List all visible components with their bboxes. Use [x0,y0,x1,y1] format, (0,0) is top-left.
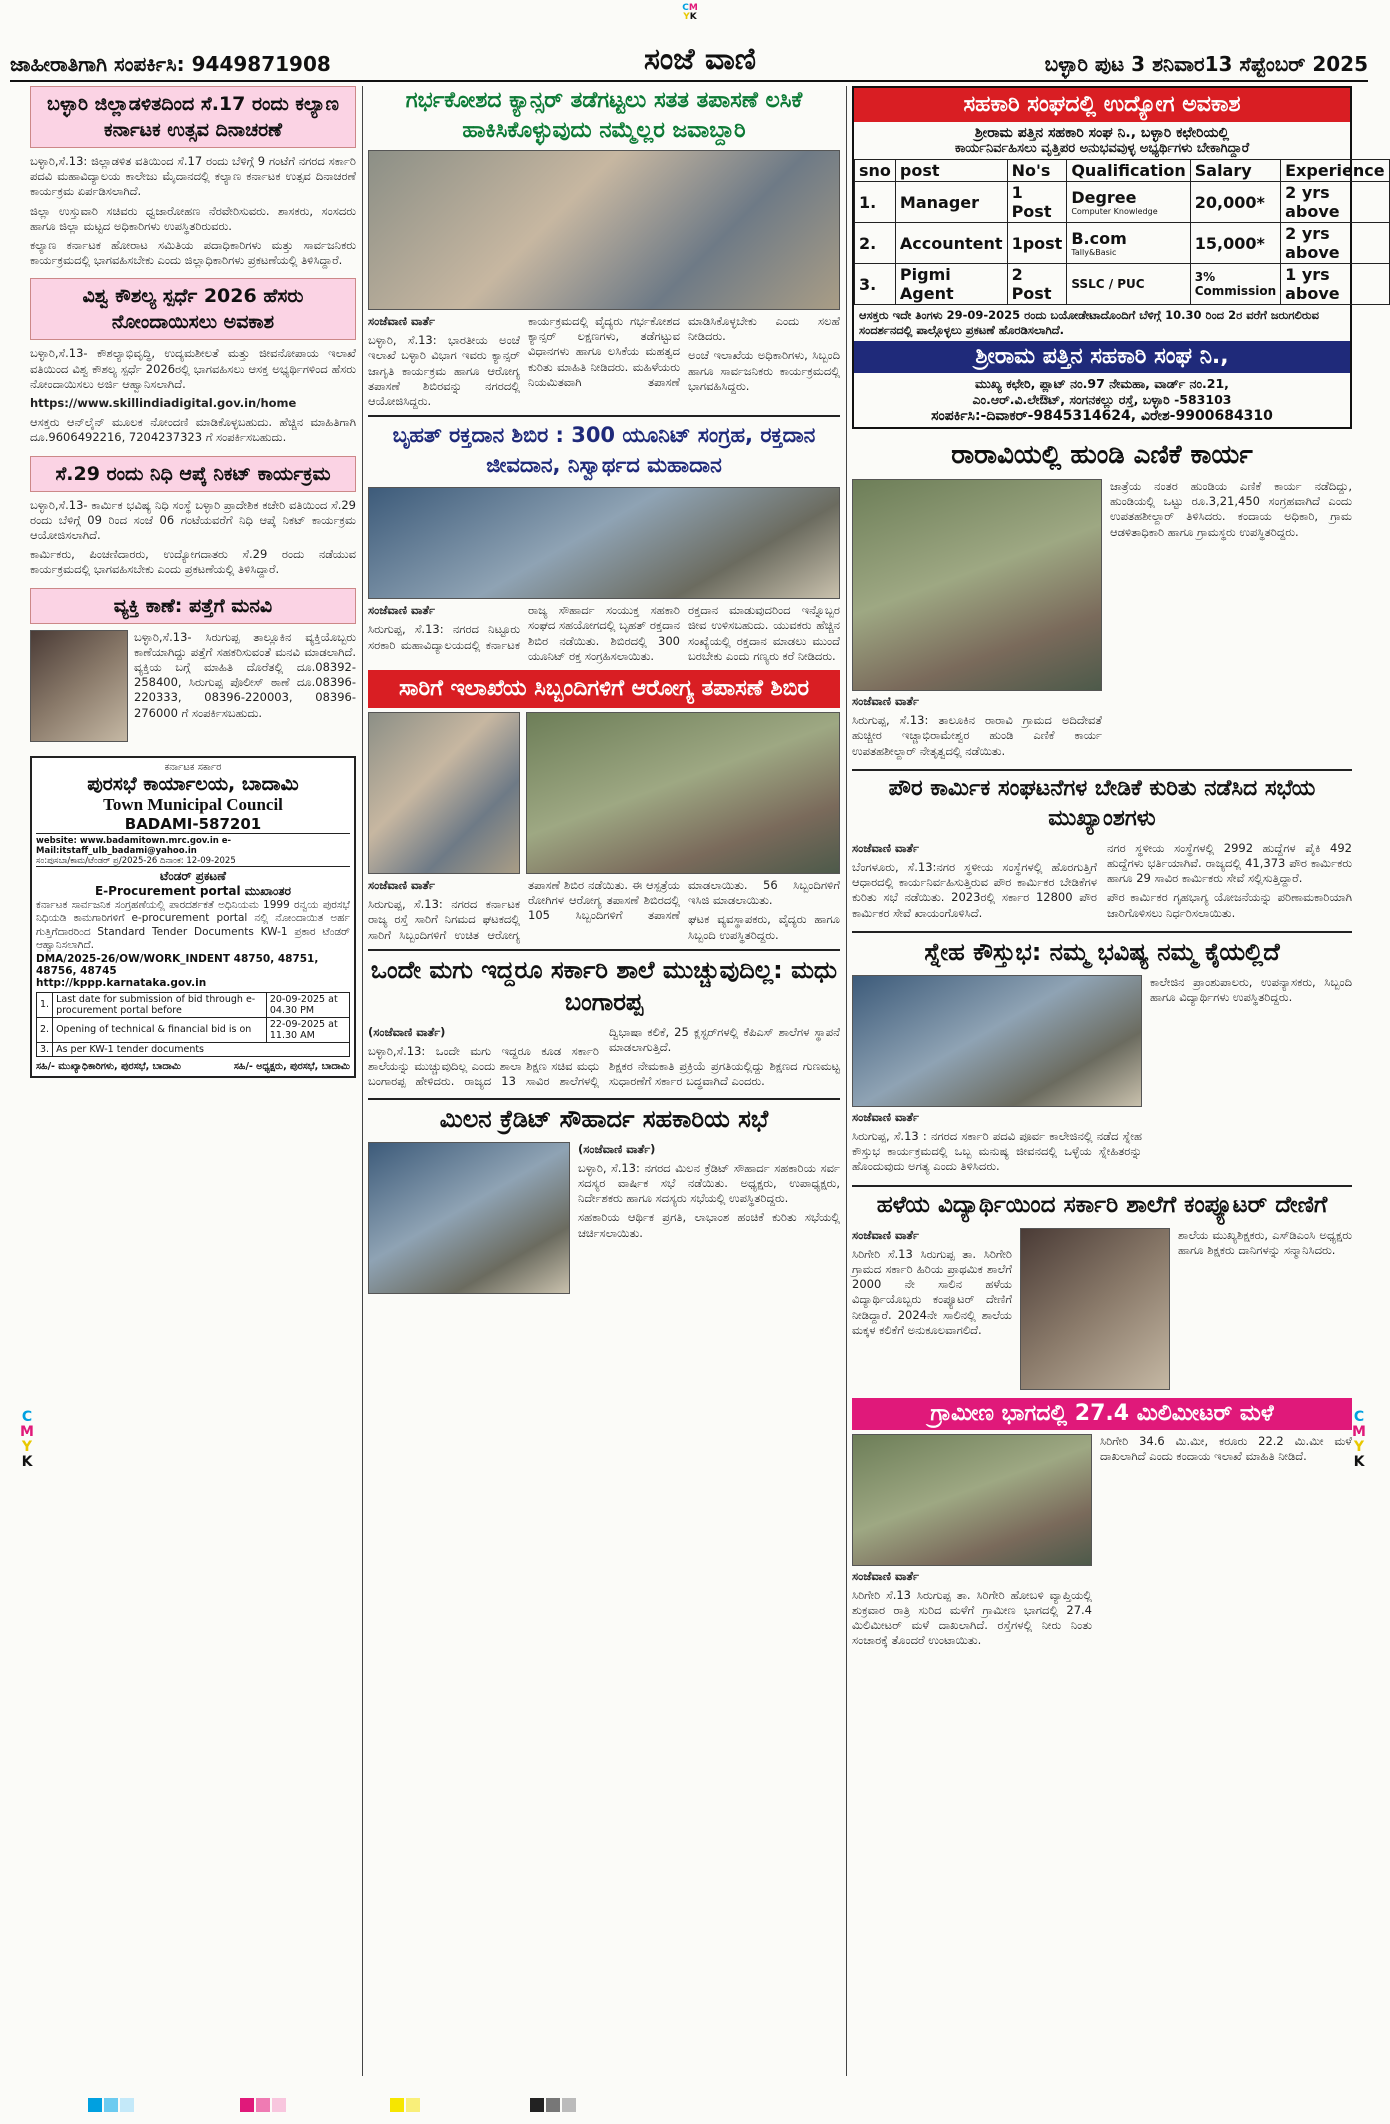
color-swatch-yellow [390,2098,404,2112]
article-milana-credit-meeting: (ಸಂಜೆವಾಣಿ ವಾರ್ತೆ) ಬಳ್ಳಾರಿ, ಸೆ.13: ನಗರದ ಮಿಲನ ಕ್ರೆಡಿಟ್ ಸೌಹಾರ್ದ ಸಹಕಾರಿಯ ಸರ್ವ ಸದಸ್ಯರ ವಾರ್ಷಿಕ ಸಭೆ ನಡೆಯಿತು. ಅಧ್ಯಕ್ಷರು, ಉಪಾಧ್ಯಕ್ಷರು, ನಿರ್ದೇಶಕರು ಹಾಗೂ ಸದಸ್ಯರು ಸಭೆಯಲ್ಲಿ ಉಪಸ್ಥಿತರಿದ್ದರು. ಸಹಕಾರಿಯ ಆರ್ಥಿಕ ಪ್ರಗತಿ, ಲಾಭಾಂಶ ಹಂಚಿಕೆ ಕುರಿತು ಸಭೆಯಲ್ಲಿ ಚರ್ಚಿಸಲಾಯಿತು. [578,1141,840,1240]
tender-sign-chief-officer: ಸಹಿ/- ಮುಖ್ಯಾಧಿಕಾರಿಗಳು, ಪುರಸಭೆ, ಬಾದಾಮಿ [36,1060,181,1072]
headline-milana-credit-meeting: ಮಿಲನ ಕ್ರೆಡಿಟ್ ಸೌಹಾರ್ದ ಸಹಕಾರಿಯ ಸಭೆ [368,1098,840,1138]
headline-nidhi-aapke-nikat: ಸೆ.29 ರಂದು ನಿಧಿ ಆಪ್ಕೆ ನಿಕಟ್ ಕಾರ್ಯಕ್ರಮ [30,456,356,492]
health-camp-photo-1 [368,712,520,874]
job-ad-contact: ಸಂಪರ್ಕಿಸಿ:-ದಿವಾಕರ್-9845314624, ವಿರೇಶ-9900684310 [931,408,1273,424]
headline-transport-health-camp: ಸಾರಿಗೆ ಇಲಾಖೆಯ ಸಿಬ್ಬಂದಿಗಳಿಗೆ ಆರೋಗ್ಯ ತಪಾಸಣೆ ಶಿಬಿರ [368,670,840,708]
sneha-kaustubha-photo [852,975,1142,1107]
article-transport-health-camp: ಸಂಜೆವಾಣಿ ವಾರ್ತೆ ಸಿರುಗುಪ್ಪ, ಸೆ.13: ನಗರದ ಕರ್ನಾಟಕ ರಾಜ್ಯ ರಸ್ತೆ ಸಾರಿಗೆ ನಿಗಮದ ಘಟಕದಲ್ಲಿ ಸಾರಿಗೆ ಸಿಬ್ಬಂದಿಗಳಿಗೆ ಉಚಿತ ಆರೋಗ್ಯ ತಪಾಸಣೆ ಶಿಬಿರ ನಡೆಯಿತು. ಈ ಆಸ್ಪತ್ರೆಯ ರೋಗಿಗಳ ಆರೋಗ್ಯ ತಪಾಸಣೆ ಶಿಬಿರದಲ್ಲಿ 105 ಸಿಬ್ಬಂದಿಗಳಿಗೆ ತಪಾಸಣೆ ಮಾಡಲಾಯಿತು. 56 ಸಿಬ್ಬಂದಿಗಳಿಗೆ ಇಸಿಜಿ ಮಾಡಲಾಯಿತು. ಘಟಕ ವ್ಯವಸ್ಥಾಪಕರು, ವೈದ್ಯರು ಹಾಗೂ ಸಿಬ್ಬಂದಿ ಉಪಸ್ಥಿತರಿದ್ದರು. [368,878,840,942]
article-computer-donation: ಸಂಜೆವಾಣಿ ವಾರ್ತೆ ಸಿರಿಗೇರಿ ಸೆ.13 ಸಿರುಗುಪ್ಪ ತಾ. ಸಿರಿಗೇರಿ ಗ್ರಾಮದ ಸರ್ಕಾರಿ ಹಿರಿಯ ಪ್ರಾಥಮಿಕ ಶಾಲೆಗೆ 2000 ನೇ ಸಾಲಿನ ಹಳೆಯ ವಿದ್ಯಾರ್ಥಿಯೊಬ್ಬರು ಕಂಪ್ಯೂಟರ್ ದೇಣಿಗೆ ನೀಡಿದ್ದಾರೆ. 2024ನೇ ಸಾಲಿನಲ್ಲಿ ಶಾಲೆಯ ಮಕ್ಕಳ ಕಲಿಕೆಗೆ ಅನುಕೂಲವಾಗಲಿದೆ. [852,1227,1012,1337]
article-blood-donation: ಸಂಜೆವಾಣಿ ವಾರ್ತೆ ಸಿರುಗುಪ್ಪ, ಸೆ.13: ನಗರದ ನಿಟ್ಟೂರು ಸರಕಾರಿ ಮಹಾವಿದ್ಯಾಲಯದಲ್ಲಿ ಕರ್ನಾಟಕ ರಾಜ್ಯ ಸೌಹಾರ್ದ ಸಂಯುಕ್ತ ಸಹಕಾರಿ ಸಂಘದ ಸಹಯೋಗದಲ್ಲಿ ಬೃಹತ್ ರಕ್ತದಾನ ಶಿಬಿರ ನಡೆಯಿತು. ಶಿಬಿರದಲ್ಲಿ 300 ಯೂನಿಟ್ ರಕ್ತ ಸಂಗ್ರಹಿಸಲಾಯಿತು. ರಕ್ತದಾನ ಮಾಡುವುದರಿಂದ ಇನ್ನೊಬ್ಬರ ಜೀವ ಉಳಿಸಬಹುದು. ಯುವಕರು ಹೆಚ್ಚಿನ ಸಂಖ್ಯೆಯಲ್ಲಿ ರಕ್ತದಾನ ಮಾಡಲು ಮುಂದೆ ಬರಬೇಕು ಎಂದು ಗಣ್ಯರು ಕರೆ ನೀಡಿದರು. [368,603,840,663]
article-pourakarmika-meeting: ಸಂಜೆವಾಣಿ ವಾರ್ತೆ ಬೆಂಗಳೂರು, ಸೆ.13:ನಗರ ಸ್ಥಳೀಯ ಸಂಸ್ಥೆಗಳಲ್ಲಿ ಹೊರಗುತ್ತಿಗೆ ಆಧಾರದಲ್ಲಿ ಕಾರ್ಯನಿರ್ವಹಿಸುತ್ತಿರುವ ಪೌರ ಕಾರ್ಮಿಕರ ಬೇಡಿಕೆಗಳ ಕುರಿತು ಸಭೆ ನಡೆಯಿತು. 2023ರಲ್ಲಿ ಸರ್ಕಾರ 12800 ಪೌರ ಕಾರ್ಮಿಕರ ಸೇವೆ ಖಾಯಂಗೊಳಿಸಿದೆ. ನಗರ ಸ್ಥಳೀಯ ಸಂಸ್ಥೆಗಳಲ್ಲಿ 2992 ಹುದ್ದೆಗಳ ಪೈಕಿ 492 ಹುದ್ದೆಗಳು ಭರ್ತಿಯಾಗಿವೆ. ರಾಜ್ಯದಲ್ಲಿ 41,373 ಪೌರ ಕಾರ್ಮಿಕರು ಹಾಗೂ 29 ಸಾವಿರ ಕಾರ್ಮಿಕರು ಸೇವೆ ಸಲ್ಲಿಸುತ್ತಿದ್ದಾರೆ. ಪೌರ ಕಾರ್ಮಿಕರ ಗೃಹಭಾಗ್ಯ ಯೋಜನೆಯನ್ನು ಪರಿಣಾಮಕಾರಿಯಾಗಿ ಜಾರಿಗೊಳಿಸಲು ನಿರ್ಧರಿಸಲಾಯಿತು. [852,840,1352,920]
headline-rainfall: ಗ್ರಾಮೀಣ ಭಾಗದಲ್ಲಿ 27.4 ಮಿಲಿಮೀಟರ್ ಮಳೆ [852,1398,1352,1430]
color-swatch-yellow-light [406,2098,420,2112]
tender-sign-president: ಸಹಿ/- ಅಧ್ಯಕ್ಷರು, ಪುರಸಭೆ, ಬಾದಾಮಿ [233,1060,350,1072]
color-swatch-black [530,2098,544,2112]
headline-computer-donation: ಹಳೆಯ ವಿದ್ಯಾರ್ಥಿಯಿಂದ ಸರ್ಕಾರಿ ಶಾಲೆಗೆ ಕಂಪ್ಯೂಟರ್ ದೇಣಿಗೆ [852,1185,1352,1224]
headline-cervical-cancer: ಗರ್ಭಕೋಶದ ಕ್ಯಾನ್ಸರ್ ತಡೆಗಟ್ಟಲು ಸತತ ತಪಾಸಣೆ ಲಸಿಕೆ ಹಾಕಿಸಿಕೊಳ್ಳುವುದು ನಮ್ಮೆಲ್ಲರ ಜವಾಬ್ದಾರಿ [405,88,803,143]
headline-world-skills: ವಿಶ್ವ ಕೌಶಲ್ಯ ಸ್ಪರ್ಧೆ 2026 ಹೆಸರು ನೋಂದಾಯಿಸಲು ಅವಕಾಶ [30,278,356,340]
article-sneha-kaustubha: ಕಾಲೇಜಿನ ಪ್ರಾಂಶುಪಾಲರು, ಉಪನ್ಯಾಸಕರು, ಸಿಬ್ಬಂದಿ ಹಾಗೂ ವಿದ್ಯಾರ್ಥಿಗಳು ಉಪಸ್ಥಿತರಿದ್ದರು. [1150,974,1352,1005]
article-hundi-counting-lead: ಸಿರುಗುಪ್ಪ, ಸೆ.13: ತಾಲೂಕಿನ ರಾರಾವಿ ಗ್ರಾಮದ ಅದಿದೇವತೆ ಹುಚ್ಚೀರ ಇಚ್ಚಾಭಿರಾಮೇಶ್ವರ ಹುಂಡಿ ಎಣಿಕೆ ಕಾರ್ಯ ಉಪತಹಶೀಲ್ದಾರ್ ನೇತೃತ್ವದಲ್ಲಿ ನಡೆಯಿತು. [852,713,1102,758]
column-left [30,86,356,2086]
article-missing-person: ಬಳ್ಳಾರಿ,ಸೆ.13- ಸಿರುಗುಪ್ಪ ತಾಲ್ಲೂಕಿನ ವ್ಯಕ್ತಿಯೊಬ್ಬರು ಕಾಣೆಯಾಗಿದ್ದು ಪತ್ತೆಗೆ ಸಹಕರಿಸುವಂತೆ ಮನವಿ ಮಾಡಲಾಗಿದೆ. ವ್ಯಕ್ತಿಯ ಬಗ್ಗೆ ಮಾಹಿತಿ ದೊರೆತಲ್ಲಿ ದೂ.08392-258400, ಸಿರುಗುಪ್ಪ ಪೊಲೀಸ್ ಠಾಣೆ ದೂ.08396-220333, 08396-220003, 08396-276000 ಗೆ ಸಂಪರ್ಕಿಸಬಹುದು. [30,630,356,742]
tender-office-kn: ಪುರಸಭೆ ಕಾರ್ಯಾಲಯ, ಬಾದಾಮಿ [87,772,299,795]
missing-person-photo [30,630,128,742]
color-swatch-cyan [88,2098,102,2112]
computer-donation-photo [1020,1228,1170,1390]
headline-blood-donation: ಬೃಹತ್ ರಕ್ತದಾನ ಶಿಬಿರ : 300 ಯೂನಿಟ್ ಸಂಗ್ರಹ, ರಕ್ತದಾನ ಜೀವದಾನ, ನಿಸ್ವಾರ್ಥದ ಮಹಾದಾನ [368,415,840,483]
job-ad-title: ಸಹಕಾರಿ ಸಂಘದಲ್ಲಿ ಉದ್ಯೋಗ ಅವಕಾಶ [854,88,1350,122]
article-world-skills: ಬಳ್ಳಾರಿ,ಸೆ.13- ಕೌಶಲ್ಯಾಭಿವೃದ್ಧಿ, ಉದ್ಯಮಶೀಲತೆ ಮತ್ತು ಜೀವನೋಪಾಯ ಇಲಾಖೆ ವತಿಯಿಂದ ವಿಶ್ವ ಕೌಶಲ್ಯ ಸ್ಪರ್ಧೆ 2026ರಲ್ಲಿ ಭಾಗವಹಿಸಲು ಆಸಕ್ತ ಅಭ್ಯರ್ಥಿಗಳಿಂದ ಹೆಸರು ನೋಂದಾಯಿಸಲು ಅರ್ಜಿ ಆಹ್ವಾನಿಸಲಾಗಿದೆ. https://www.skillindiadigital.gov.in/home ಆಸಕ್ತರು ಆನ್‌ಲೈನ್ ಮೂಲಕ ನೋಂದಣಿ ಮಾಡಿಕೊಳ್ಳಬಹುದು. ಹೆಚ್ಚಿನ ಮಾಹಿತಿಗಾಗಿ ದೂ.9606492216, 7204237323 ಗೆ ಸಂಪರ್ಕಿಸಬಹುದು. [30,346,356,445]
article-cervical-cancer: ಸಂಜೆವಾಣಿ ವಾರ್ತೆ ಬಳ್ಳಾರಿ, ಸೆ.13: ಭಾರತೀಯ ಅಂಚೆ ಇಲಾಖೆ ಬಳ್ಳಾರಿ ವಿಭಾಗ ಇವರು ಕ್ಯಾನ್ಸರ್ ಜಾಗೃತಿ ಕಾರ್ಯಕ್ರಮ ಹಾಗೂ ಆರೋಗ್ಯ ತಪಾಸಣೆ ಶಿಬಿರವನ್ನು ನಗರದಲ್ಲಿ ಆಯೋಜಿಸಿದ್ದರು. ಕಾರ್ಯಕ್ರಮದಲ್ಲಿ ವೈದ್ಯರು ಗರ್ಭಕೋಶದ ಕ್ಯಾನ್ಸರ್ ಲಕ್ಷಣಗಳು, ತಡೆಗಟ್ಟುವ ವಿಧಾನಗಳು ಹಾಗೂ ಲಸಿಕೆಯ ಮಹತ್ವದ ಕುರಿತು ಮಾಹಿತಿ ನೀಡಿದರು. ಮಹಿಳೆಯರು ನಿಯಮಿತವಾಗಿ ತಪಾಸಣೆ ಮಾಡಿಸಿಕೊಳ್ಳಬೇಕು ಎಂದು ಸಲಹೆ ನೀಡಿದರು. ಅಂಚೆ ಇಲಾಖೆಯ ಅಧಿಕಾರಿಗಳು, ಸಿಬ್ಬಂದಿ ಹಾಗೂ ಸಾರ್ವಜನಿಕರು ಕಾರ್ಯಕ್ರಮದಲ್ಲಿ ಭಾಗವಹಿಸಿದ್ದರು. [368,314,840,409]
column-right: ಸಹಕಾರಿ ಸಂಘದಲ್ಲಿ ಉದ್ಯೋಗ ಅವಕಾಶ ಶ್ರೀರಾಮ ಪತ್ತಿನ ಸಹಕಾರಿ ಸಂಘ ನಿ., ಬಳ್ಳಾರಿ ಕಛೇರಿಯಲ್ಲಿ ಕಾರ್ಯನಿರ್ವಹಿಸಲು ವೃತ್ತಿಪರ ಅನುಭವವುಳ್ಳ ಅಭ್ಯರ್ಥಿಗಳು ಬೇಕಾಗಿದ್ದಾರೆ sno post No's Qualification Salary Experience 1. Manager 1 Post Degree Computer Knowledge 20,000* 2 yrs above 2. Accountent 1post B.com Tally&Basic 15,000* 2 yrs above 3. Pigmi Agent 2 Post SSLC / PUC 3% Commission 1 yrs above ಆಸಕ್ತರು ಇದೇ ತಿಂಗಳು 29-09-2025 ರಂದು ಬಯೋಡೇಟಾದೊಂದಿಗೆ ಬೆಳಿಗ್ಗೆ 10.30 ರಿಂದ 2ರ ವರೆಗೆ ಜರುಗಲಿರುವ ಸಂದರ್ಶನದಲ್ಲಿ ಪಾಲ್ಗೊಳ್ಳಲು ಪ್ರಕಟಣೆ ಹೊರಡಿಸಲಾಗಿದೆ. ಶ್ರೀರಾಮ ಪತ್ತಿನ ಸಹಕಾರಿ ಸಂಘ ನಿ., ಮುಖ್ಯ ಕಛೇರಿ, ಪ್ಲಾಟ್ ನಂ.97 ನೇಮಹಾ, ವಾರ್ಡ್ ನಂ.21, ಎಂ.ಆರ್.ವಿ.ಲೇಔಟ್, ಸಂಗನಕಲ್ಲು ರಸ್ತೆ, ಬಳ್ಳಾರಿ -583103 ಸಂಪರ್ಕಿಸಿ:-ದಿವಾಕರ್-9845314624, ವಿರೇಶ-9900684310 ರಾರಾವಿಯಲ್ಲಿ ಹುಂಡಿ ಎಣಿಕೆ ಕಾರ್ಯ ಸಂಜೆವಾಣಿ ವಾರ್ತೆ ಸಿರುಗುಪ್ಪ, ಸೆ.13: ತಾಲೂಕಿನ ರಾರಾವಿ ಗ್ರಾಮದ ಅದಿದೇವತೆ ಹುಚ್ಚೀರ ಇಚ್ಚಾಭಿರಾಮೇಶ್ವರ ಹುಂಡಿ ಎಣಿಕೆ ಕಾರ್ಯ ಉಪತಹಶೀಲ್ದಾರ್ ನೇತೃತ್ವದಲ್ಲಿ ನಡೆಯಿತು. ಜಾತ್ರೆಯ ನಂತರ ಹುಂಡಿಯ ಎಣಿಕೆ ಕಾರ್ಯ ನಡೆದಿದ್ದು, ಹುಂಡಿಯಲ್ಲಿ ಒಟ್ಟು ರೂ.3,21,450 ಸಂಗ್ರಹವಾಗಿದೆ ಎಂದು ಉಪತಹಶೀಲ್ದಾರ್ ತಿಳಿಸಿದರು. ಕಂದಾಯ ಅಧಿಕಾರಿ, ಗ್ರಾಮ ಆಡಳಿತಾಧಿಕಾರಿ ಹಾಗೂ ಗ್ರಾಮಸ್ಥರು ಉಪಸ್ಥಿತರಿದ್ದರು. ಪೌರ ಕಾರ್ಮಿಕ ಸಂಘಟನೆಗಳ ಬೇಡಿಕೆ ಕುರಿತು ನಡೆಸಿದ ಸಭೆಯ ಮುಖ್ಯಾಂಶಗಳು ಸಂಜೆವಾಣಿ ವಾರ್ತೆ ಬೆಂಗಳೂರು, ಸೆ.13:ನಗರ ಸ್ಥಳೀಯ ಸಂಸ್ಥೆಗಳಲ್ಲಿ ಹೊರಗುತ್ತಿಗೆ ಆಧಾರದಲ್ಲಿ ಕಾರ್ಯನಿರ್ವಹಿಸುತ್ತಿರುವ ಪೌರ ಕಾರ್ಮಿಕರ ಬೇಡಿಕೆಗಳ ಕುರಿತು ಸಭೆ ನಡೆಯಿತು. 2023ರಲ್ಲಿ ಸರ್ಕಾರ 12800 ಪೌರ ಕಾರ್ಮಿಕರ ಸೇವೆ ಖಾಯಂಗೊಳಿಸಿದೆ. ನಗರ ಸ್ಥಳೀಯ ಸಂಸ್ಥೆಗಳಲ್ಲಿ 2992 ಹುದ್ದೆಗಳ ಪೈಕಿ 492 ಹುದ್ದೆಗಳು ಭರ್ತಿಯಾಗಿವೆ. ರಾಜ್ಯದಲ್ಲಿ 41,373 ಪೌರ ಕಾರ್ಮಿಕರು ಹಾಗೂ 29 ಸಾವಿರ ಕಾರ್ಮಿಕರು ಸೇವೆ ಸಲ್ಲಿಸುತ್ತಿದ್ದಾರೆ. ಪೌರ ಕಾರ್ಮಿಕರ ಗೃಹಭಾಗ್ಯ ಯೋಜನೆಯನ್ನು ಪರಿಣಾಮಕಾರಿಯಾಗಿ ಜಾರಿಗೊಳಿಸಲು ನಿರ್ಧರಿಸಲಾಯಿತು. ಸ್ನೇಹ ಕೌಸ್ತುಭ: ನಮ್ಮ ಭವಿಷ್ಯ ನಮ್ಮ ಕೈಯಲ್ಲಿದೆ ಸಂಜೆವಾಣಿ ವಾರ್ತೆ ಸಿರುಗುಪ್ಪ, ಸೆ.13 : ನಗರದ ಸರ್ಕಾರಿ ಪದವಿ ಪೂರ್ವ ಕಾಲೇಜಿನಲ್ಲಿ ನಡೆದ ಸ್ನೇಹ ಕೌಸ್ತುಭ ಕಾರ್ಯಕ್ರಮದಲ್ಲಿ ಒಬ್ಬ ಮನುಷ್ಯ ಜೀವನದಲ್ಲಿ ಒಳ್ಳೆಯ ಸ್ನೇಹಿತರನ್ನು ಹೊಂದುವುದು ಅಗತ್ಯ ಎಂದು ತಿಳಿಸಿದರು. ಕಾಲೇಜಿನ ಪ್ರಾಂಶುಪಾಲರು, ಉಪನ್ಯಾಸಕರು, ಸಿಬ್ಬಂದಿ ಹಾಗೂ ವಿದ್ಯಾರ್ಥಿಗಳು ಉಪಸ್ಥಿತರಿದ್ದರು. ಹಳೆಯ ವಿದ್ಯಾರ್ಥಿಯಿಂದ ಸರ್ಕಾರಿ ಶಾಲೆಗೆ ಕಂಪ್ಯೂಟರ್ ದೇಣಿಗೆ ಸಂಜೆವಾಣಿ ವಾರ್ತೆ ಸಿರಿಗೇರಿ ಸೆ.13 ಸಿರುಗುಪ್ಪ ತಾ. ಸಿರಿಗೇರಿ ಗ್ರಾಮದ ಸರ್ಕಾರಿ ಹಿರಿಯ ಪ್ರಾಥಮಿಕ ಶಾಲೆಗೆ 2000 ನೇ ಸಾಲಿನ ಹಳೆಯ ವಿದ್ಯಾರ್ಥಿಯೊಬ್ಬರು ಕಂಪ್ಯೂಟರ್ ದೇಣಿಗೆ ನೀಡಿದ್ದಾರೆ. 2024ನೇ ಸಾಲಿನಲ್ಲಿ ಶಾಲೆಯ ಮಕ್ಕಳ ಕಲಿಕೆಗೆ ಅನುಕೂಲವಾಗಲಿದೆ. ಶಾಲೆಯ ಮುಖ್ಯಶಿಕ್ಷಕರು, ಎಸ್‌ಡಿಎಂಸಿ ಅಧ್ಯಕ್ಷರು ಹಾಗೂ ಶಿಕ್ಷಕರು ದಾನಿಗಳನ್ನು ಸನ್ಮಾನಿಸಿದರು. ಗ್ರಾಮೀಣ ಭಾಗದಲ್ಲಿ 27.4 ಮಿಲಿಮೀಟರ್ ಮಳೆ ಸಂಜೆವಾಣಿ ವಾರ್ತೆ ಸಿರಿಗೇರಿ ಸೆ.13 ಸಿರುಗುಪ್ಪ ತಾ. ಸಿರಿಗೇರಿ ಹೋಬಳಿ ವ್ಯಾಪ್ತಿಯಲ್ಲಿ ಶುಕ್ರವಾರ ರಾತ್ರಿ ಸುರಿದ ಮಳೆಗೆ ಗ್ರಾಮೀಣ ಭಾಗದಲ್ಲಿ 27.4 ಮಿಲಿಮೀಟರ್ ಮಳೆ ದಾಖಲಾಗಿದೆ. ರಸ್ತೆಗಳಲ್ಲಿ ನೀರು ನಿಂತು ಸಂಚಾರಕ್ಕೆ ತೊಂದರೆ ಉಂಟಾಯಿತು. ಸಿರಿಗೇರಿ 34.6 ಮಿ.ಮೀ, ಕರೂರು 22.2 ಮಿ.ಮೀ ಮಳೆ ದಾಖಲಾಗಿದೆ ಎಂದು ಕಂದಾಯ ಇಲಾಖೆ ಮಾಹಿತಿ ನೀಡಿದೆ. [852,86,1352,2086]
color-swatch-grey-light [562,2098,576,2112]
tender-dates-table: 1. Last date for submission of bid through e-procurement portal before 20-09-2025 at 04.30 PM 2. Opening of technical & financial bid is on 22-09-2025 at 11.30 AM 3. As per KW-1 tender documents [36,992,350,1057]
headline-kalyana-utsava: ಬಳ್ಳಾರಿ ಜಿಲ್ಲಾಡಳಿತದಿಂದ ಸೆ.17 ರಂದು ಕಲ್ಯಾಣ ಕರ್ನಾಟಕ ಉತ್ಸವ ದಿನಾಚರಣೆ [30,86,356,148]
cmyk-registration-mark: CM YK [682,3,698,22]
article-govt-school-closure: (ಸಂಜೆವಾಣಿ ವಾರ್ತೆ) ಬಳ್ಳಾರಿ,ಸೆ.13: ಒಂದೇ ಮಗು ಇದ್ದರೂ ಕೂಡ ಸರ್ಕಾರಿ ಶಾಲೆಯನ್ನು ಮುಚ್ಚುವುದಿಲ್ಲ ಎಂದು ಶಾಲಾ ಶಿಕ್ಷಣ ಸಚಿವ ಮಧು ಬಂಗಾರಪ್ಪ ಹೇಳಿದರು. ರಾಜ್ಯದ 13 ಸಾವಿರ ಶಾಲೆಗಳಲ್ಲಿ ದ್ವಿಭಾಷಾ ಕಲಿಕೆ, 25 ಕ್ಲಸ್ಟರ್‌ಗಳಲ್ಲಿ ಕೆಪಿಎಸ್ ಶಾಲೆಗಳ ಸ್ಥಾಪನೆ ಮಾಡಲಾಗುತ್ತಿದೆ. ಶಿಕ್ಷಕರ ನೇಮಕಾತಿ ಪ್ರಕ್ರಿಯೆ ಪ್ರಗತಿಯಲ್ಲಿದ್ದು ಶಿಕ್ಷಣದ ಗುಣಮಟ್ಟ ಸುಧಾರಣೆಗೆ ಸರ್ಕಾರ ಬದ್ಧವಾಗಿದೆ ಎಂದರು. [368,1024,840,1089]
headline-sneha-kaustubha: ಸ್ನೇಹ ಕೌಸ್ತುಭ: ನಮ್ಮ ಭವಿಷ್ಯ ನಮ್ಮ ಕೈಯಲ್ಲಿದೆ [852,931,1352,971]
paper-name-logo: ಸಂಜೆ ವಾಣಿ [643,42,757,77]
masthead [10,42,1368,82]
headline-missing-person: ವ್ಯಕ್ತಿ ಕಾಣೆ: ಪತ್ತೆಗೆ ಮನವಿ [30,588,356,624]
column-middle [368,86,840,2086]
article-nidhi-aapke-nikat: ಬಳ್ಳಾರಿ,ಸೆ.13- ಕಾರ್ಮಿಕ ಭವಿಷ್ಯ ನಿಧಿ ಸಂಸ್ಥೆ ಬಳ್ಳಾರಿ ಪ್ರಾದೇಶಿಕ ಕಚೇರಿ ವತಿಯಿಂದ ಸೆ.29 ರಂದು ಬೆಳಿಗ್ಗೆ 09 ರಿಂದ ಸಂಜೆ 06 ಗಂಟೆಯವರೆಗೆ ನಿಧಿ ಆಪ್ಕೆ ನಿಕಟ್ ಕಾರ್ಯಕ್ರಮ ಆಯೋಜಿಸಲಾಗಿದೆ. ಕಾರ್ಮಿಕರು, ಪಿಂಚಣಿದಾರರು, ಉದ್ಯೋಗದಾತರು ಸೆ.29 ರಂದು ನಡೆಯುವ ಕಾರ್ಯಕ್ರಮದಲ್ಲಿ ಭಾಗವಹಿಸಬೇಕು ಎಂದು ಪ್ರಕಟಣೆಯಲ್ಲಿ ತಿಳಿಸಿದ್ದಾರೆ. [30,497,356,577]
column-divider [362,86,363,2076]
job-vacancy-ad: ಸಹಕಾರಿ ಸಂಘದಲ್ಲಿ ಉದ್ಯೋಗ ಅವಕಾಶ ಶ್ರೀರಾಮ ಪತ್ತಿನ ಸಹಕಾರಿ ಸಂಘ ನಿ., ಬಳ್ಳಾರಿ ಕಛೇರಿಯಲ್ಲಿ ಕಾರ್ಯನಿರ್ವಹಿಸಲು ವೃತ್ತಿಪರ ಅನುಭವವುಳ್ಳ ಅಭ್ಯರ್ಥಿಗಳು ಬೇಕಾಗಿದ್ದಾರೆ sno post No's Qualification Salary Experience 1. Manager 1 Post Degree Computer Knowledge 20,000* 2 yrs above 2. Accountent 1post B.com Tally&Basic 15,000* 2 yrs above 3. Pigmi Agent 2 Post SSLC / PUC 3% Commission 1 yrs above ಆಸಕ್ತರು ಇದೇ ತಿಂಗಳು 29-09-2025 ರಂದು ಬಯೋಡೇಟಾದೊಂದಿಗೆ ಬೆಳಿಗ್ಗೆ 10.30 ರಿಂದ 2ರ ವರೆಗೆ ಜರುಗಲಿರುವ ಸಂದರ್ಶನದಲ್ಲಿ ಪಾಲ್ಗೊಳ್ಳಲು ಪ್ರಕಟಣೆ ಹೊರಡಿಸಲಾಗಿದೆ. ಶ್ರೀರಾಮ ಪತ್ತಿನ ಸಹಕಾರಿ ಸಂಘ ನಿ., ಮುಖ್ಯ ಕಛೇರಿ, ಪ್ಲಾಟ್ ನಂ.97 ನೇಮಹಾ, ವಾರ್ಡ್ ನಂ.21, ಎಂ.ಆರ್.ವಿ.ಲೇಔಟ್, ಸಂಗನಕಲ್ಲು ರಸ್ತೆ, ಬಳ್ಳಾರಿ -583103 ಸಂಪರ್ಕಿಸಿ:-ದಿವಾಕರ್-9845314624, ವಿರೇಶ-9900684310 [852,86,1352,429]
rainfall-road-photo [852,1434,1092,1566]
color-swatch-cyan-pale [120,2098,134,2112]
blood-donation-photo [368,487,840,599]
color-swatch-cyan-light [104,2098,118,2112]
milana-meeting-photo [368,1142,570,1294]
health-camp-photo-2 [526,712,840,874]
headline-hundi-counting: ರಾರಾವಿಯಲ್ಲಿ ಹುಂಡಿ ಎಣಿಕೆ ಕಾರ್ಯ [951,440,1253,470]
table-row: 1. Manager 1 Post Degree Computer Knowledge 20,000* 2 yrs above [855,182,1390,223]
color-swatch-magenta-pale [272,2098,286,2112]
tender-indent: DMA/2025-26/OW/WORK_INDENT 48750, 48751, 48756, 48745 [36,952,319,977]
cmyk-side-mark-right: C M Y K [1352,1409,1366,1470]
column-divider [846,86,847,2076]
skills-url-link[interactable]: https://www.skillindiadigital.gov.in/home [30,396,297,411]
table-row: 3. Pigmi Agent 2 Post SSLC / PUC 3% Commission 1 yrs above [855,264,1390,305]
tender-notice-ad: ಕರ್ನಾಟಕ ಸರ್ಕಾರ ಪುರಸಭೆ ಕಾರ್ಯಾಲಯ, ಬಾದಾಮಿ Town Municipal Council BADAMI-587201 website: www.badamitown.mrc.gov.in e-Mail:itstaff_ulb_badami@yahoo.in ಸಂ:ಪುಸಬಾ/ಕಾಮ/ಟೆಂಡರ್ ಪ್ರ/2025-26 ದಿನಾಂಕ: 12-09-2025 ಟೆಂಡರ್ ಪ್ರಕಟಣೆ E-Procurement portal ಮುಖಾಂತರ ಕರ್ನಾಟಕ ಸಾರ್ವಜನಿಕ ಸಂಗ್ರಹಣೆಯಲ್ಲಿ ಪಾರದರ್ಶಕತೆ ಅಧಿನಿಯಮ 1999 ರನ್ವಯ ಪುರಸಭೆ ನಿಧಿಯಡಿ ಕಾಮಗಾರಿಗಳಿಗೆ e-procurement portal ನಲ್ಲಿ ನೋಂದಾಯಿತ ಅರ್ಹ ಗುತ್ತಿಗೆದಾರರಿಂದ Standard Tender Documents KW-1 ಪ್ರಕಾರ ಟೆಂಡರ್ ಆಹ್ವಾನಿಸಲಾಗಿದೆ. DMA/2025-26/OW/WORK_INDENT 48750, 48751, 48756, 48745 http://kppp.karnataka.gov.in 1. Last date for submission of bid through e-procurement portal before 20-09-2025 at 04.30 PM 2. Opening of technical & financial bid is on 22-09-2025 at 11.30 AM 3. As per KW-1 tender documents ಸಹಿ/- ಮುಖ್ಯಾಧಿಕಾರಿಗಳು, ಪುರಸಭೆ, ಬಾದಾಮಿ ಸಹಿ/- ಅಧ್ಯಕ್ಷರು, ಪುರಸಭೆ, ಬಾದಾಮಿ [30,756,356,1078]
headline-pourakarmika-meeting: ಪೌರ ಕಾರ್ಮಿಕ ಸಂಘಟನೆಗಳ ಬೇಡಿಕೆ ಕುರಿತು ನಡೆಸಿದ ಸಭೆಯ ಮುಖ್ಯಾಂಶಗಳು [852,769,1352,837]
hundi-counting-photo [852,479,1102,691]
table-row: 2. Accountent 1post B.com Tally&Basic 15,000* 2 yrs above [855,223,1390,264]
cmyk-side-mark-left: C M Y K [20,1409,34,1470]
headline-govt-school-closure: ಒಂದೇ ಮಗು ಇದ್ದರೂ ಸರ್ಕಾರಿ ಶಾಲೆ ಮುಚ್ಚುವುದಿಲ್ಲ: ಮಧು ಬಂಗಾರಪ್ಪ [368,949,840,1021]
tender-portal-link[interactable]: http://kppp.karnataka.gov.in [36,976,207,989]
edition-dateline: ಬಳ್ಳಾರಿ ಪುಟ 3 ಶನಿವಾರ13 ಸೆಪ್ಟೆಂಬರ್ 2025 [1044,52,1368,76]
ad-contact: ಜಾಹೀರಾತಿಗಾಗಿ ಸಂಪರ್ಕಿಸಿ: 9449871908 [10,52,331,76]
color-swatch-magenta [240,2098,254,2112]
society-name: ಶ್ರೀರಾಮ ಪತ್ತಿನ ಸಹಕಾರಿ ಸಂಘ ನಿ., [854,341,1350,373]
article-hundi-counting: ಜಾತ್ರೆಯ ನಂತರ ಹುಂಡಿಯ ಎಣಿಕೆ ಕಾರ್ಯ ನಡೆದಿದ್ದು, ಹುಂಡಿಯಲ್ಲಿ ಒಟ್ಟು ರೂ.3,21,450 ಸಂಗ್ರಹವಾಗಿದೆ ಎಂದು ಉಪತಹಶೀಲ್ದಾರ್ ತಿಳಿಸಿದರು. ಕಂದಾಯ ಅಧಿಕಾರಿ, ಗ್ರಾಮ ಆಡಳಿತಾಧಿಕಾರಿ ಹಾಗೂ ಗ್ರಾಮಸ್ಥರು ಉಪಸ್ಥಿತರಿದ್ದರು. [1110,479,1352,539]
color-swatch-grey [546,2098,560,2112]
tender-office-en: Town Municipal Council [103,794,283,814]
article-rainfall: ಸಿರಿಗೇರಿ 34.6 ಮಿ.ಮೀ, ಕರೂರು 22.2 ಮಿ.ಮೀ ಮಳೆ ದಾಖಲಾಗಿದೆ ಎಂದು ಕಂದಾಯ ಇಲಾಖೆ ಮಾಹಿತಿ ನೀಡಿದೆ. [1100,1433,1352,1463]
color-swatch-magenta-light [256,2098,270,2112]
cancer-awareness-photo [368,150,840,310]
job-vacancy-table: sno post No's Qualification Salary Experience 1. Manager 1 Post Degree Computer Knowledge 20,000* 2 yrs above 2. Accountent 1post B.com Tally&Basic 15,000* 2 yrs above 3. Pigmi Agent 2 Post SSLC / PUC 3% Commission 1 yrs above [854,159,1390,305]
article-kalyana-utsava: ಬಳ್ಳಾರಿ,ಸೆ.13: ಜಿಲ್ಲಾಡಳಿತ ವತಿಯಿಂದ ಸೆ.17 ರಂದು ಬೆಳಿಗ್ಗೆ 9 ಗಂಟೆಗೆ ನಗರದ ಸರ್ಕಾರಿ ಪದವಿ ಮಹಾವಿದ್ಯಾಲಯ ಕಾಲೇಜು ಮೈದಾನದಲ್ಲಿ ಕಲ್ಯಾಣ ಕರ್ನಾಟಕ ಉತ್ಸವ ದಿನಾಚರಣೆ ಕಾರ್ಯಕ್ರಮ ಏರ್ಪಡಿಸಲಾಗಿದೆ. ಜಿಲ್ಲಾ ಉಸ್ತುವಾರಿ ಸಚಿವರು ಧ್ವಜಾರೋಹಣ ನೆರವೇರಿಸುವರು. ಶಾಸಕರು, ಸಂಸದರು ಹಾಗೂ ಜಿಲ್ಲಾ ಮಟ್ಟದ ಅಧಿಕಾರಿಗಳು ಉಪಸ್ಥಿತರಿರುವರು. ಕಲ್ಯಾಣ ಕರ್ನಾಟಕ ಹೋರಾಟ ಸಮಿತಿಯ ಪದಾಧಿಕಾರಿಗಳು ಮತ್ತು ಸಾರ್ವಜನಿಕರು ಕಾರ್ಯಕ್ರಮದಲ್ಲಿ ಭಾಗವಹಿಸಬೇಕು ಎಂದು ಜಿಲ್ಲಾಧಿಕಾರಿಗಳು ಪ್ರಕಟಣೆಯಲ್ಲಿ ತಿಳಿಸಿದ್ದಾರೆ. [30,154,356,268]
